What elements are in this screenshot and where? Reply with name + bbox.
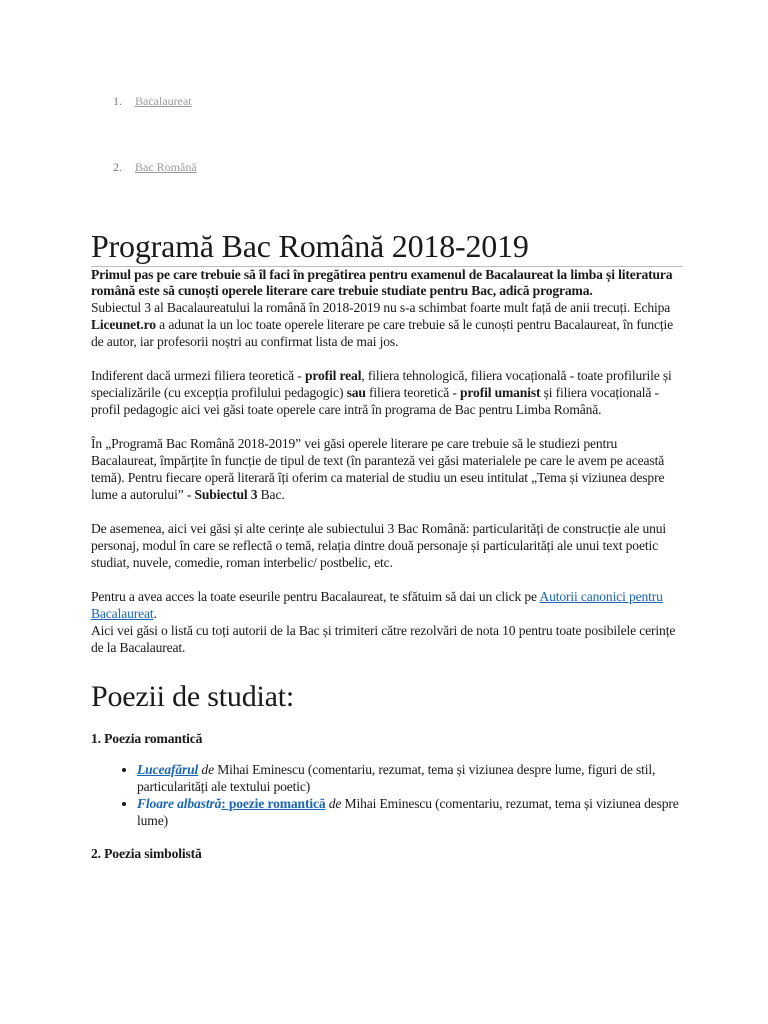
section-title-poezii: Poezii de studiat: [91,680,295,713]
paragraph-cerinte: De asemenea, aici vei găsi și alte cerințe ale subiectului 3 Bac Română: particularități de construcție ale unui personaj, modul în care se reflectă o temă, relația dintre două personaje și particularități ale unui text poetic studiat, nuvele, comedie, roman interbelic/ postbelic, etc. [91,521,667,570]
breadcrumb-link-bacalaureat[interactable]: Bacalaureat [135,94,192,108]
link-luceafarul[interactable]: Luceafărul [137,762,199,777]
list-item [137,761,681,795]
link-poezie-romantica[interactable]: : poezie romantică [221,796,326,811]
breadcrumb-number: 2. [113,160,122,174]
breadcrumb-link-bac-romana[interactable]: Bac Română [135,160,197,174]
emphasis-sau: sau [346,385,366,400]
intro-paragraph: Primul pas pe care trebuie să îl faci în pregătirea pentru examenul de Bacalaureat la limba și literatura română este să cunoști operele literare care trebuie studiate pentru Bac, adică programa. [91,267,673,298]
text-run: de [325,796,342,811]
paragraph-subiect [91,299,681,350]
text-run: Bac. [257,487,285,502]
text-run: filiera teoretică - [365,385,460,400]
text-run: , filiera tehnologică, filiera vocațională - toate profilurile și specializările (cu excepția profilului pedagogic) [91,368,672,400]
breadcrumb-item-bac-romana [113,160,197,175]
poem-list-romantic [91,761,681,829]
subheading-poezia-simbolista: 2. Poezia simbolistă [91,846,202,861]
breadcrumb-number: 1. [113,94,122,108]
text-run: Mihai Eminescu (comentariu, rezumat, tema și viziunea despre lume) [137,796,679,828]
paragraph-eseuri [91,588,681,656]
text-run: Subiectul 3 al Bacalaureatului la română în 2018-2019 nu s-a schimbat foarte mult față de anii trecuți. Echipa [91,300,671,315]
text-run: Pentru a avea acces la toate eseurile pentru Bacalaureat, te sfătuim să dai un click pe [91,589,540,604]
link-autorii-canonici[interactable]: Autorii canonici pentru Bacalaureat [91,589,663,621]
text-run: a adunat la un loc toate operele literare pe care trebuie să le cunoști pentru Bacalaureat, în funcție de autor, iar profesorii noștri au confirmat lista de mai jos. [91,317,674,349]
text-run: . [153,606,157,621]
article-body [91,226,681,862]
paragraph-filiera [91,367,681,418]
breadcrumb-item-bacalaureat [113,94,192,109]
page-title: Programă Bac Română 2018-2019 [91,226,683,267]
paragraph-programa [91,435,681,503]
text-run: Indiferent dacă urmezi filiera teoretică - [91,368,305,383]
text-run: Mihai Eminescu (comentariu, rezumat, tema și viziunea despre lume, figuri de stil, particularități ale textului poetic) [137,762,656,794]
text-run: În „Programă Bac Română 2018-2019” vei găsi operele literare pe care trebuie să le studiezi pentru Bacalaureat, împărțite în funcție de tipul de text (în paranteză vei găsi materialele pe care le avem pe această temă). Pentru fiecare operă literară îți oferim ca material de studiu un eseu intitulat „Tema și viziunea despre lume a autorului” - [91,436,665,502]
emphasis-profil-umanist: profil umanist [460,385,541,400]
emphasis-profil-real: profil real [304,368,362,383]
list-item [137,795,681,829]
emphasis-subiectul-3: Subiectul 3 [194,487,258,502]
text-run: și filiera vocațională - profil pedagogic aici vei găsi toate operele care intră în programa de Bac pentru Limba Română. [91,385,659,417]
text-run: de [198,762,214,777]
text-run: Aici vei găsi o listă cu toți autorii de la Bac și trimiteri către rezolvări de nota 10 pentru toate posibilele cerințe de la Bacalaureat. [91,623,676,655]
link-floare-albastra[interactable]: Floare albastră [137,796,222,811]
subheading-poezia-romantica: 1. Poezia romantică [91,731,203,746]
brand-name: Liceunet.ro [91,317,156,332]
